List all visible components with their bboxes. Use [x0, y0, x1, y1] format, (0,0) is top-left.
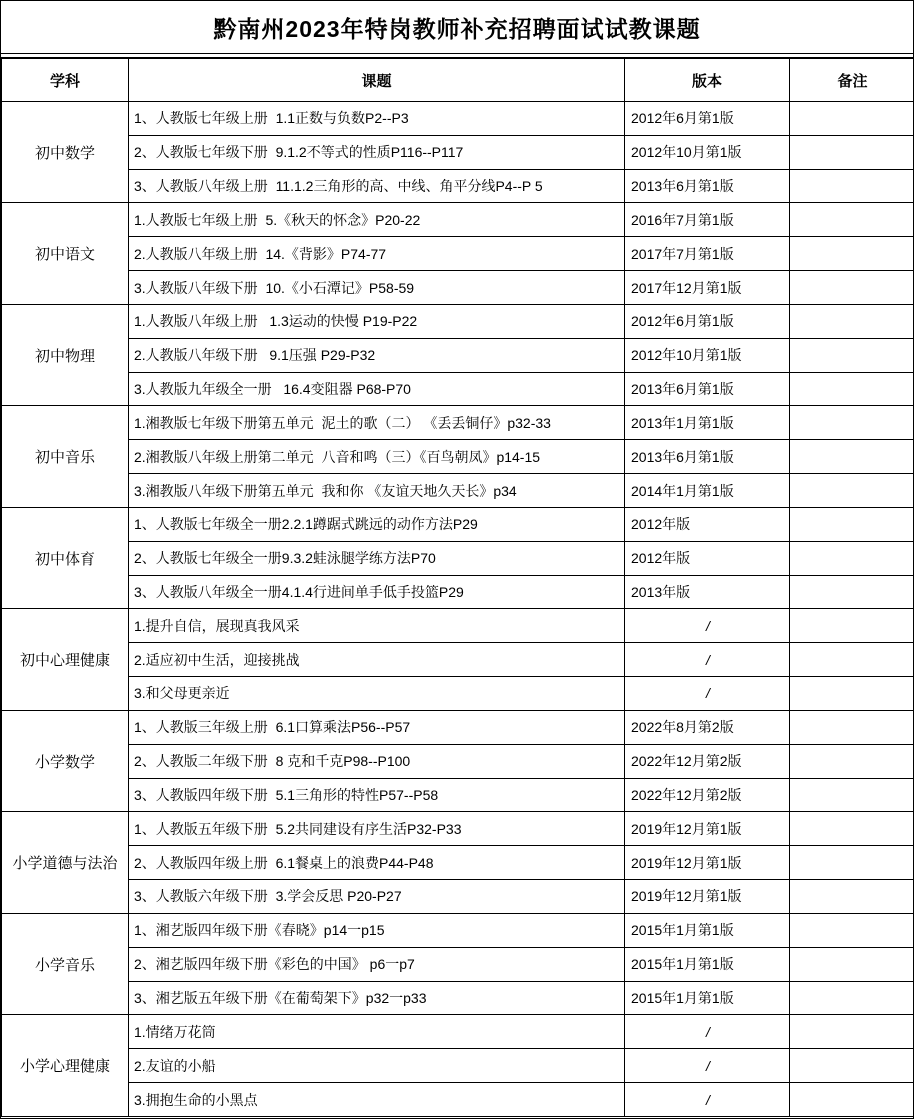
version-cell: 2012年10月第1版	[625, 338, 790, 372]
version-cell: 2012年版	[625, 507, 790, 541]
topic-cell: 2.人教版八年级上册 14.《背影》P74-77	[129, 237, 625, 271]
table-row	[2, 237, 914, 271]
header-topic: 课题	[129, 58, 625, 102]
version-cell: 2022年8月第2版	[625, 710, 790, 744]
remark-cell	[790, 1049, 914, 1083]
version-cell: 2022年12月第2版	[625, 778, 790, 812]
topic-cell: 2、湘艺版四年级下册《彩色的中国》 p6一p7	[129, 947, 625, 981]
header-version: 版本	[625, 58, 790, 102]
version-cell: /	[625, 643, 790, 677]
remark-cell	[790, 304, 914, 338]
version-cell: 2012年6月第1版	[625, 102, 790, 136]
remark-cell	[790, 913, 914, 947]
topic-cell: 1.湘教版七年级下册第五单元 泥土的歌（二） 《丢丢铜仔》p32-33	[129, 406, 625, 440]
version-cell: 2013年6月第1版	[625, 372, 790, 406]
table-row	[2, 609, 914, 643]
remark-cell	[790, 880, 914, 914]
version-cell: 2014年1月第1版	[625, 474, 790, 508]
remark-cell	[790, 947, 914, 981]
remark-cell	[790, 102, 914, 136]
remark-cell	[790, 575, 914, 609]
subject-cell: 初中音乐	[2, 406, 129, 507]
topic-cell: 3、人教版四年级下册 5.1三角形的特性P57--P58	[129, 778, 625, 812]
table-row	[2, 169, 914, 203]
version-cell: 2015年1月第1版	[625, 947, 790, 981]
topic-cell: 2、人教版四年级上册 6.1餐桌上的浪费P44-P48	[129, 846, 625, 880]
table-row	[2, 440, 914, 474]
subject-cell: 初中语文	[2, 203, 129, 304]
version-cell: 2015年1月第1版	[625, 913, 790, 947]
remark-cell	[790, 1083, 914, 1117]
remark-cell	[790, 203, 914, 237]
subject-cell: 小学数学	[2, 710, 129, 811]
table-row	[2, 372, 914, 406]
topic-cell: 3.和父母更亲近	[129, 677, 625, 711]
table-body	[2, 102, 914, 1117]
version-cell: 2017年12月第1版	[625, 271, 790, 305]
remark-cell	[790, 1015, 914, 1049]
remark-cell	[790, 135, 914, 169]
topic-cell: 1.情绪万花筒	[129, 1015, 625, 1049]
table-row	[2, 338, 914, 372]
topic-cell: 3.人教版九年级全一册 16.4变阻器 P68-P70	[129, 372, 625, 406]
topic-cell: 2.适应初中生活，迎接挑战	[129, 643, 625, 677]
table-row	[2, 474, 914, 508]
remark-cell	[790, 710, 914, 744]
version-cell: 2012年10月第1版	[625, 135, 790, 169]
table-row	[2, 913, 914, 947]
subject-cell: 小学心理健康	[2, 1015, 129, 1117]
table-row	[2, 507, 914, 541]
topic-cell: 3、人教版六年级下册 3.学会反思 P20-P27	[129, 880, 625, 914]
remark-cell	[790, 643, 914, 677]
table-row	[2, 812, 914, 846]
remark-cell	[790, 271, 914, 305]
table-row	[2, 947, 914, 981]
version-cell: /	[625, 1083, 790, 1117]
table-row	[2, 541, 914, 575]
remark-cell	[790, 338, 914, 372]
table-row	[2, 643, 914, 677]
topic-cell: 3.人教版八年级下册 10.《小石潭记》P58-59	[129, 271, 625, 305]
remark-cell	[790, 677, 914, 711]
table-row	[2, 710, 914, 744]
topic-cell: 1、人教版五年级下册 5.2共同建设有序生活P32-P33	[129, 812, 625, 846]
table-row	[2, 135, 914, 169]
remark-cell	[790, 372, 914, 406]
subject-cell: 初中体育	[2, 507, 129, 608]
remark-cell	[790, 440, 914, 474]
topic-cell: 2、人教版七年级下册 9.1.2不等式的性质P116--P117	[129, 135, 625, 169]
version-cell: 2012年6月第1版	[625, 304, 790, 338]
table-row	[2, 1083, 914, 1117]
table-row	[2, 304, 914, 338]
topic-cell: 1、人教版七年级上册 1.1正数与负数P2--P3	[129, 102, 625, 136]
remark-cell	[790, 507, 914, 541]
topic-cell: 2.人教版八年级下册 9.1压强 P29-P32	[129, 338, 625, 372]
topic-cell: 1、人教版七年级全一册2.2.1蹲踞式跳远的动作方法P29	[129, 507, 625, 541]
version-cell: 2013年版	[625, 575, 790, 609]
remark-cell	[790, 406, 914, 440]
version-cell: 2015年1月第1版	[625, 981, 790, 1015]
version-cell: 2019年12月第1版	[625, 880, 790, 914]
version-cell: 2016年7月第1版	[625, 203, 790, 237]
subject-cell: 初中物理	[2, 304, 129, 405]
topic-cell: 1、人教版三年级上册 6.1口算乘法P56--P57	[129, 710, 625, 744]
table-row	[2, 1049, 914, 1083]
table-row	[2, 1015, 914, 1049]
table-row	[2, 677, 914, 711]
remark-cell	[790, 237, 914, 271]
table-row	[2, 981, 914, 1015]
remark-cell	[790, 778, 914, 812]
topic-cell: 1.人教版七年级上册 5.《秋天的怀念》P20-22	[129, 203, 625, 237]
topic-cell: 1、湘艺版四年级下册《春晓》p14一p15	[129, 913, 625, 947]
topic-cell: 3、人教版八年级上册 11.1.2三角形的高、中线、角平分线P4--P 5	[129, 169, 625, 203]
version-cell: 2012年版	[625, 541, 790, 575]
topic-cell: 3.拥抱生命的小黑点	[129, 1083, 625, 1117]
header-remark: 备注	[790, 58, 914, 102]
topic-cell: 1.提升自信，展现真我风采	[129, 609, 625, 643]
remark-cell	[790, 474, 914, 508]
version-cell: /	[625, 677, 790, 711]
table-row	[2, 880, 914, 914]
header-subject: 学科	[2, 58, 129, 102]
table-row	[2, 575, 914, 609]
table-row	[2, 846, 914, 880]
subject-cell: 初中数学	[2, 102, 129, 203]
version-cell: 2013年1月第1版	[625, 406, 790, 440]
version-cell: 2017年7月第1版	[625, 237, 790, 271]
remark-cell	[790, 812, 914, 846]
version-cell: /	[625, 609, 790, 643]
subject-cell: 初中心理健康	[2, 609, 129, 710]
topic-cell: 2、人教版七年级全一册9.3.2蛙泳腿学练方法P70	[129, 541, 625, 575]
page-title: 黔南州2023年特岗教师补充招聘面试试教课题	[1, 1, 913, 54]
table-row	[2, 102, 914, 136]
remark-cell	[790, 744, 914, 778]
table-row	[2, 778, 914, 812]
version-cell: /	[625, 1049, 790, 1083]
table-row	[2, 406, 914, 440]
version-cell: 2022年12月第2版	[625, 744, 790, 778]
topic-cell: 3、人教版八年级全一册4.1.4行进间单手低手投篮P29	[129, 575, 625, 609]
table-row	[2, 744, 914, 778]
topic-cell: 2.湘教版八年级上册第二单元 八音和鸣（三）《百鸟朝凤》p14-15	[129, 440, 625, 474]
remark-cell	[790, 609, 914, 643]
topic-cell: 2、人教版二年级下册 8 克和千克P98--P100	[129, 744, 625, 778]
header-row	[2, 58, 914, 102]
table-row	[2, 271, 914, 305]
topic-cell: 3、湘艺版五年级下册《在葡萄架下》p32一p33	[129, 981, 625, 1015]
version-cell: 2019年12月第1版	[625, 846, 790, 880]
version-cell: 2019年12月第1版	[625, 812, 790, 846]
topic-cell: 3.湘教版八年级下册第五单元 我和你 《友谊天地久天长》p34	[129, 474, 625, 508]
version-cell: 2013年6月第1版	[625, 169, 790, 203]
subject-cell: 小学道德与法治	[2, 812, 129, 913]
topic-cell: 2.友谊的小船	[129, 1049, 625, 1083]
topics-table	[1, 57, 914, 1117]
version-cell: 2013年6月第1版	[625, 440, 790, 474]
remark-cell	[790, 541, 914, 575]
remark-cell	[790, 981, 914, 1015]
remark-cell	[790, 846, 914, 880]
remark-cell	[790, 169, 914, 203]
subject-cell: 小学音乐	[2, 913, 129, 1014]
topic-cell: 1.人教版八年级上册 1.3运动的快慢 P19-P22	[129, 304, 625, 338]
table-row	[2, 203, 914, 237]
version-cell: /	[625, 1015, 790, 1049]
